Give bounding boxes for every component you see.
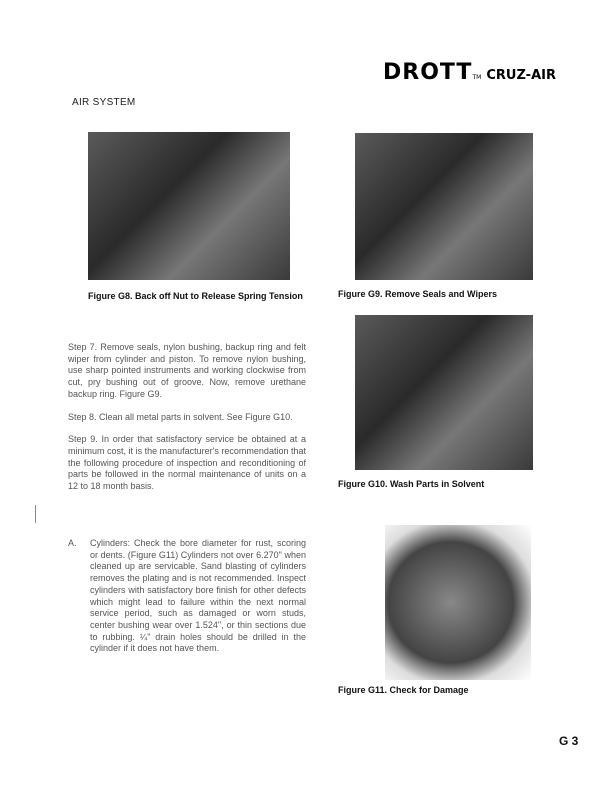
page-number: G 3 <box>559 734 579 748</box>
figure-g9-photo <box>355 133 533 280</box>
body-text <box>68 342 306 504</box>
drott-cruz-air-logo <box>383 60 556 85</box>
figure-g11-photo <box>385 525 531 680</box>
trademark: TM <box>472 74 482 81</box>
figure-g8-photo <box>88 132 290 280</box>
figure-g8-caption: Figure G8. Back off Nut to Release Spring Tension <box>88 291 303 301</box>
item-a <box>68 538 306 655</box>
figure-g9-caption: Figure G9. Remove Seals and Wipers <box>338 289 497 299</box>
item-a-label: A. <box>68 538 77 548</box>
margin-mark <box>35 505 36 523</box>
item-a-text: Cylinders: Check the bore diameter for rust, scoring or dents. (Figure G11) Cylinders not over 6.270" when cleaned up are servicable. Sand blasting of cylinders removes the plating and is not recommended. Inspect cylinders with satisfactory bore finish for other defects which might lead to failure within the next normal service period, such as damaged or worn studs, center bushing wear over 1.524", or thin sections due to rubbing. ¼" drain holes should be drilled in the cylinder if it does not have them. <box>90 538 306 654</box>
figure-g10-caption: Figure G10. Wash Parts in Solvent <box>338 479 485 489</box>
step-8: Step 8. Clean all metal parts in solvent. See Figure G10. <box>68 411 293 422</box>
product-name: CRUZ-AIR <box>486 68 556 83</box>
step-9: Step 9. In order that satisfactory service be obtained at a minimum cost, it is the manufacturer's recommendation that the following procedure of inspection and reconditioning of parts be followed in the normal maintenance of units on a 12 to 18 month basis. <box>68 434 306 492</box>
step-7: Step 7. Remove seals, nylon bushing, backup ring and felt wiper from cylinder and piston. To remove nylon bushing, use sharp pointed instruments and working clockwise from cut, pry bushing out of groove. Now, remove urethane backup ring. Figure G9. <box>68 342 306 399</box>
brand: DROTT <box>383 60 473 85</box>
section-title: AIR SYSTEM <box>72 97 136 108</box>
figure-g10-photo <box>355 315 533 470</box>
figure-g11-caption: Figure G11. Check for Damage <box>338 685 469 695</box>
